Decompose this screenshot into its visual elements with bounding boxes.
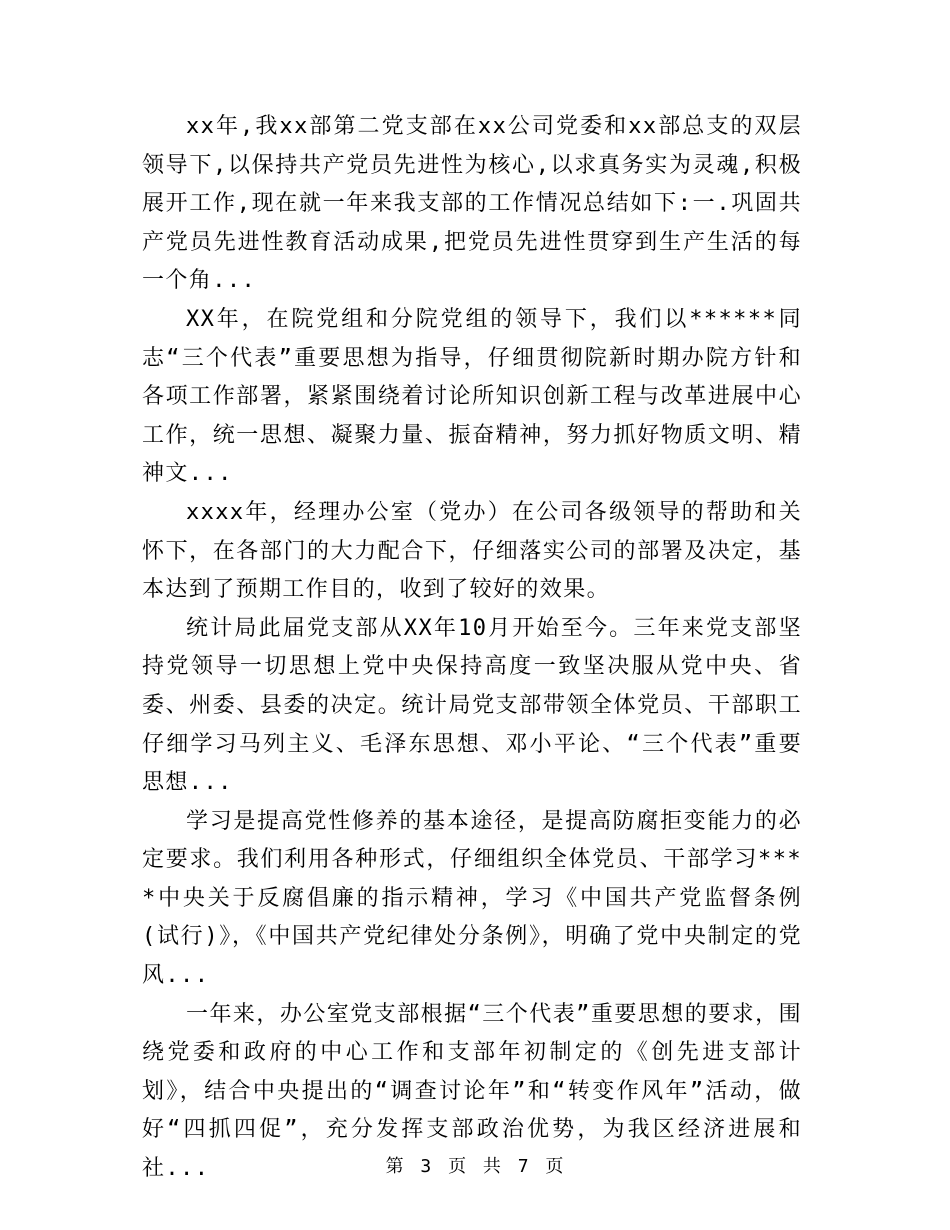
paragraph-2: XX年，在院党组和分院党组的领导下，我们以******同志“三个代表”重要思想为指导，仔细贯彻院新时期办院方针和各项工作部署，紧紧围绕着讨论所知识创新工程与改革进展中心工作，统一思想、凝聚力量、振奋精神，努力抓好物质文明、精神文...: [142, 306, 802, 487]
page-number-footer: 第 3 页 共 7 页: [385, 1156, 565, 1177]
paragraph-5: 学习是提高党性修养的基本途径，是提高防腐拒变能力的必定要求。我们利用各种形式，仔细组织全体党员、干部学习****中央关于反腐倡廉的指示精神，学习《中国共产党监督条例(试行)》，《中国共产党纪律处分条例》，明确了党中央制定的党风...: [142, 808, 802, 989]
paragraph-1: xx年,我xx部第二党支部在xx公司党委和xx部总支的双层领导下,以保持共产党员先进性为核心,以求真务实为灵魂,积极展开工作,现在就一年来我支部的工作情况总结如下:一.巩固共产党员先进性教育活动成果,把党员先进性贯穿到生产生活的每一个角...: [142, 114, 802, 294]
document-body: [142, 108, 802, 1189]
paragraph-6: 一年来，办公室党支部根据“三个代表”重要思想的要求，围绕党委和政府的中心工作和支部年初制定的《创先进支部计划》，结合中央提出的“调查讨论年”和“转变作风年”活动，做好“四抓四促”，充分发挥支部政治优势，为我区经济进展和社...: [142, 1001, 802, 1182]
paragraph-3: xxxx年，经理办公室（党办）在公司各级领导的帮助和关怀下，在各部门的大力配合下，仔细落实公司的部署及决定，基本达到了预期工作目的，收到了较好的效果。: [142, 499, 802, 603]
paragraph-4: 统计局此届党支部从XX年10月开始至今。三年来党支部坚持党领导一切思想上党中央保持高度一致坚决服从党中央、省委、州委、县委的决定。统计局党支部带领全体党员、干部职工仔细学习马列主义、毛泽东思想、邓小平论、“三个代表”重要思想...: [142, 615, 802, 796]
